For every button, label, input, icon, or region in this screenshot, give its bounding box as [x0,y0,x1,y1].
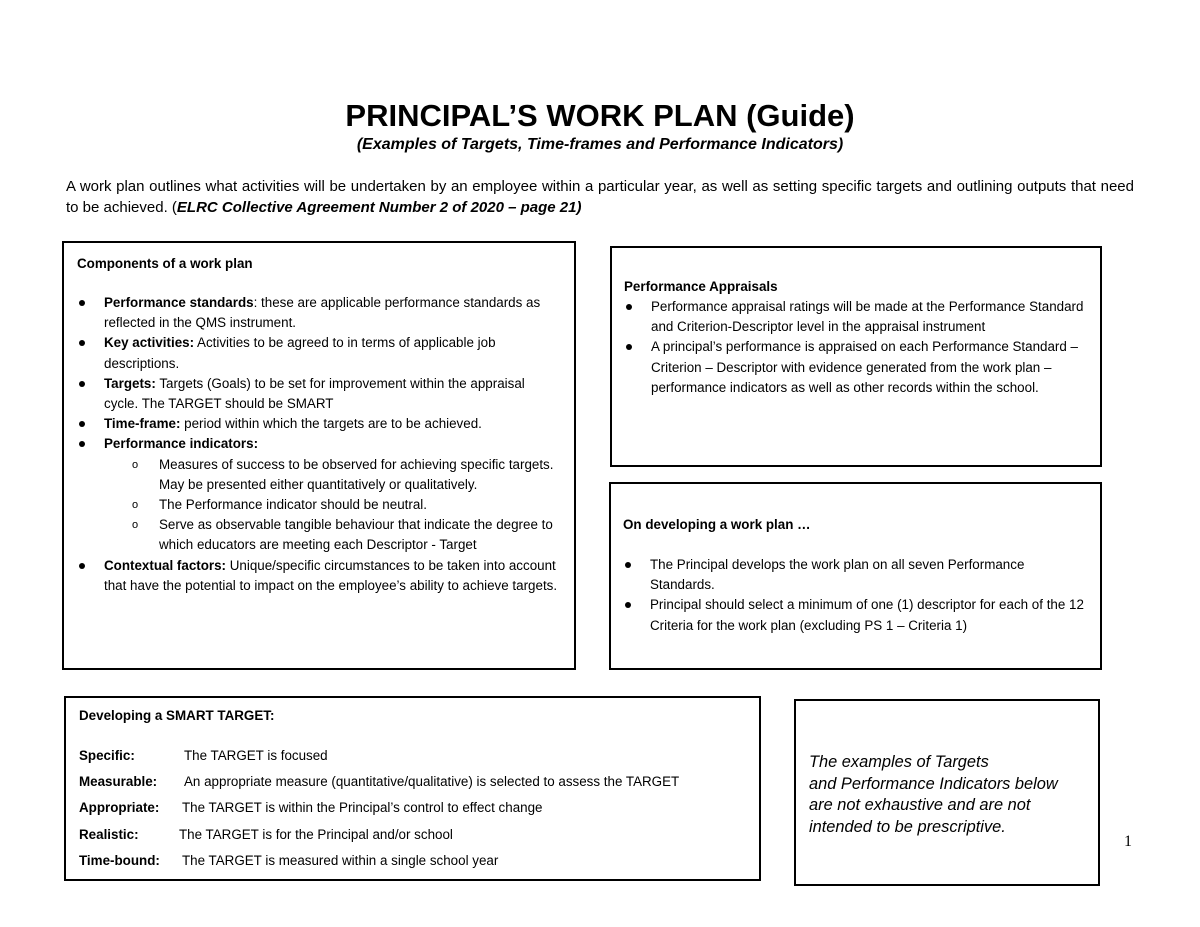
smart-value: The TARGET is within the Principal’s control to effect change [182,800,543,816]
list-item: A principal’s performance is appraised on each Performance Standard – Criterion – Descriptor with evidence generated from the work plan – performance indicators as well as other records within the school. [624,337,1090,398]
smart-key: Appropriate: [79,800,160,816]
item-text: period within which the targets are to be achieved. [180,416,482,432]
item-term: Time-frame: [104,416,181,432]
list-item [77,374,562,414]
appraisals-heading: Performance Appraisals [624,279,778,294]
intro-paragraph [66,176,1134,218]
smart-value: The TARGET is measured within a single school year [182,852,499,868]
page-title: PRINCIPAL’S WORK PLAN (Guide) [345,98,855,133]
list-item [77,556,562,596]
smart-key: Specific: [79,748,135,763]
list-item: Performance appraisal ratings will be made at the Performance Standard and Criterion-Descriptor level in the appraisal instrument [624,297,1090,337]
developing-box [609,482,1102,670]
components-list [77,293,562,596]
smart-row-specific [79,743,749,769]
list-item [77,333,562,373]
smart-key: Measurable: [79,774,158,790]
disclaimer-text [809,752,1099,838]
components-heading: Components of a work plan [77,256,253,271]
disclaimer-line: The examples of Targets [809,753,989,771]
smart-target-box [64,696,761,881]
disclaimer-line: are not exhaustive and are not [809,796,1031,814]
item-term: Targets: [104,375,156,391]
developing-list [623,555,1090,636]
indicator-sublist [104,455,562,556]
sub-list-item: o Serve as observable tangible behaviour that indicate the degree to which educators are meeting each Descriptor - Target [104,515,562,555]
disclaimer-box [794,699,1100,886]
list-item [77,414,562,434]
smart-key: Time-bound: [79,852,160,868]
smart-row-measurable [79,769,749,795]
item-text: Activities to be agreed to in terms of applicable job descriptions. [104,335,496,371]
intro-text: A work plan outlines what activities will be undertaken by an employee within a particular year, as well as setting specific targets and outlining outputs that need to be achieved. ( [66,178,1134,216]
item-text: : these are applicable performance standards as reflected in the QMS instrument. [104,295,541,331]
developing-heading: On developing a work plan … [623,517,811,532]
item-term: Performance indicators: [104,436,259,452]
components-box [62,241,576,670]
smart-row-time-bound [79,848,749,874]
list-item [77,434,562,555]
appraisals-list [624,297,1090,398]
intro-reference: ELRC Collective Agreement Number 2 of 2020 – page 21) [176,199,582,216]
smart-key: Realistic: [79,826,139,842]
smart-value: The TARGET is for the Principal and/or school [179,826,453,842]
item-text: Targets (Goals) to be set for improvement within the appraisal cycle. The TARGET should be SMART [104,375,525,412]
item-term: Contextual factors: [104,557,227,573]
sub-list-item: o The Performance indicator should be neutral. [104,495,562,515]
page-subtitle: (Examples of Targets, Time-frames and Performance Indicators) [356,136,844,153]
item-term: Key activities: [104,335,195,351]
list-item [77,293,562,333]
sub-list-item: o Measures of success to be observed for achieving specific targets. May be presented either quantitatively or qualitatively. [104,455,562,495]
smart-heading: Developing a SMART TARGET: [79,708,275,723]
smart-value: An appropriate measure (quantitative/qualitative) is selected to assess the TARGET [184,774,680,790]
smart-value: The TARGET is focused [184,748,328,763]
item-text: Unique/specific circumstances to be taken into account that have the potential to impact on the employee’s ability to achieve targets. [104,557,558,593]
list-item: Principal should select a minimum of one (1) descriptor for each of the 12 Criteria for the work plan (excluding PS 1 – Criteria 1) [623,595,1090,635]
smart-row-appropriate [79,795,749,821]
disclaimer-line: intended to be prescriptive. [809,817,1006,836]
smart-row-realistic [79,822,749,848]
page-number: 1 [1124,833,1132,850]
disclaimer-line: and Performance Indicators below [809,774,1058,793]
item-term: Performance standards [104,295,254,310]
list-item: The Principal develops the work plan on all seven Performance Standards. [623,555,1090,595]
appraisals-box [610,246,1102,467]
